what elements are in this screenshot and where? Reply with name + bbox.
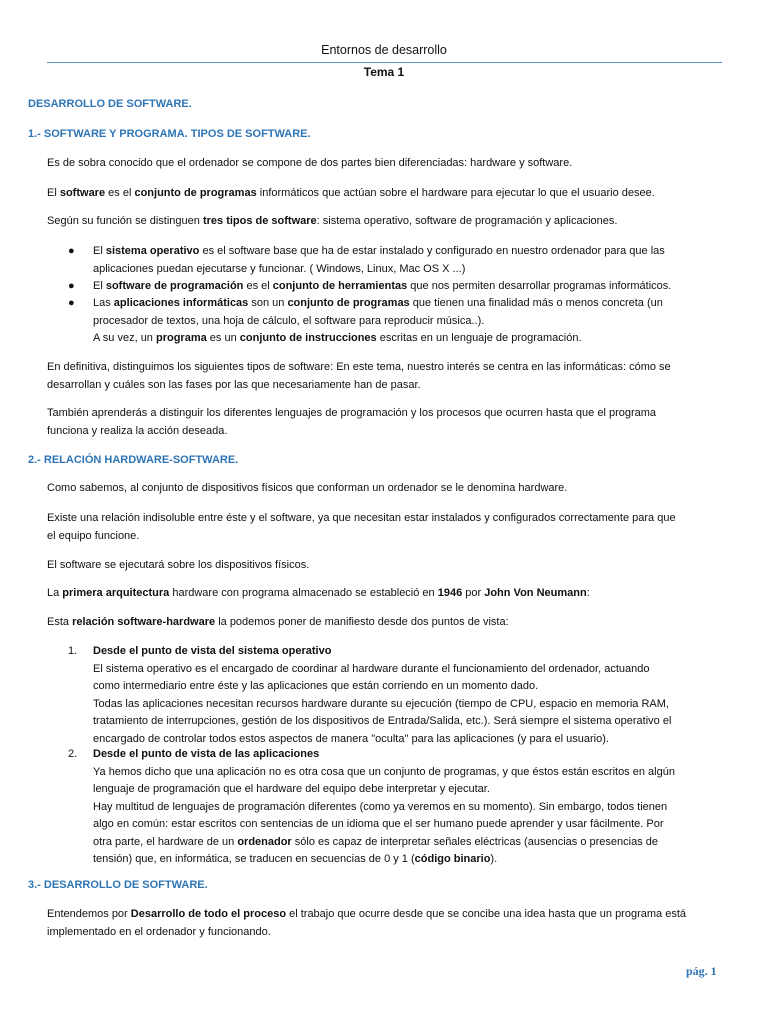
bold-text: aplicaciones informáticas	[113, 297, 249, 309]
text: El	[93, 280, 106, 292]
text: hardware con programa almacenado se estableció en	[169, 587, 438, 599]
bullet-icon: ●	[68, 297, 75, 309]
text-line: También aprenderás a distinguir los diferentes lenguajes de programación y los procesos que ocurren hasta que el programa	[47, 407, 657, 419]
bold-text: software	[59, 187, 106, 199]
bold-text: sistema operativo	[105, 245, 200, 257]
s1-paragraph-1: Es de sobra conocido que el ordenador se compone de dos partes bien diferenciadas: hardware y software.	[47, 157, 573, 169]
text-line: Todas las aplicaciones necesitan recursos hardware durante su ejecución (tiempo de CPU, espacio en memoria RAM,	[93, 697, 669, 710]
section-3-heading: 3.- DESARROLLO DE SOFTWARE.	[28, 879, 208, 891]
text: : sistema operativo, software de programación y aplicaciones.	[316, 215, 618, 227]
text-line: como intermediario entre éste y las aplicaciones que están corriendo en un momento dado.	[93, 680, 539, 692]
bold-text: conjunto de programas	[287, 297, 410, 309]
text-line: tratamiento de interrupciones, gestión de los dispositivos de Entrada/Salida, etc.). Será siempre el sistema operativo el	[93, 715, 672, 727]
text-line: aplicaciones puedan ejecutarse y funcionar. ( Windows, Linux, Mac OS X ...)	[93, 262, 466, 275]
s3-paragraph-1	[47, 906, 727, 941]
bold-text: conjunto de programas	[134, 187, 257, 199]
text: ).	[490, 853, 498, 865]
section-2-heading: 2.- RELACIÓN HARDWARE-SOFTWARE.	[28, 454, 239, 466]
bold-text: Desde el punto de vista del sistema operativo	[93, 645, 332, 657]
text: :	[586, 587, 590, 599]
s1-paragraph-3	[47, 213, 727, 231]
text: es el	[243, 280, 273, 292]
bullet-item-3	[93, 295, 723, 348]
bullet-icon: ●	[68, 280, 75, 292]
page-number: pág. 1	[686, 964, 717, 978]
text-line: Hay multitud de lenguajes de programación diferentes (como ya veremos en su momento). Sin embargo, todos tienen	[93, 800, 668, 813]
bold-text: ordenador	[237, 835, 292, 848]
text-line: Ya hemos dicho que una aplicación no es otra cosa que un conjunto de programas, y que éstos están escritos en algún	[93, 765, 675, 778]
numbered-item-1	[93, 643, 723, 748]
text-line: algo en común: estar escritos con sentencias de un idioma que el ser humano puede aprender y usar fácilmente. Por	[93, 818, 664, 830]
text-line: procesador de textos, una hoja de cálculo, el software para reproducir música..).	[93, 314, 485, 327]
bold-text: John Von Neumann	[484, 587, 587, 599]
header-title: Entornos de desarrollo	[321, 43, 447, 57]
s1-paragraph-2	[47, 185, 727, 203]
text-line: El sistema operativo es el encargado de coordinar al hardware durante el funcionamiento del ordenador, actuando	[93, 662, 650, 675]
header-rule	[47, 62, 722, 63]
bold-text: Desarrollo de todo el proceso	[130, 908, 287, 920]
list-number: 2.	[68, 748, 78, 760]
text: El	[47, 187, 60, 199]
bold-text: 1946	[437, 587, 463, 599]
s1-paragraph-5	[47, 405, 727, 440]
list-number: 1.	[68, 645, 78, 657]
text: por	[462, 587, 485, 599]
text-line: Existe una relación indisoluble entre éste y el software, ya que necesitan estar instalados y configurados correctamente para que	[47, 512, 676, 524]
text-line: En definitiva, distinguimos los siguientes tipos de software: En este tema, nuestro interés se centra en las informáticas: cómo se	[47, 361, 671, 373]
text: sólo es capaz de interpretar señales eléctricas (ausencias o presencias de	[291, 835, 658, 848]
text: Según su función se distinguen	[47, 215, 203, 227]
bold-text: tres tipos de software	[202, 215, 317, 227]
bold-text: primera arquitectura	[62, 587, 170, 599]
text: es un	[206, 332, 240, 344]
text-line: desarrollan y cuáles son las fases por las que necesariamente han de pasar.	[47, 378, 421, 391]
text-line: el equipo funcione.	[47, 529, 140, 542]
s2-paragraph-1: Como sabemos, al conjunto de dispositivos físicos que conforman un ordenador se le denomina hardware.	[47, 482, 568, 494]
numbered-item-2	[93, 746, 723, 869]
main-heading: DESARROLLO DE SOFTWARE.	[28, 98, 192, 110]
text: Esta	[47, 616, 73, 628]
text-line: lenguaje de programación que el hardware del equipo debe interpretar y ejecutar.	[93, 783, 490, 795]
text-line: funciona y realiza la acción deseada.	[47, 424, 228, 437]
bold-text: relación software-hardware	[72, 616, 216, 628]
text-line: encargado de controlar todos estos aspectos de manera "oculta" para las aplicaciones (y para el usuario).	[93, 732, 609, 745]
header-subtitle: Tema 1	[363, 65, 405, 79]
text: es el	[105, 187, 135, 199]
bold-text: conjunto de instrucciones	[239, 332, 377, 344]
text: informáticos que actúan sobre el hardware para ejecutar lo que el usuario desee.	[256, 187, 655, 199]
text: La	[47, 587, 63, 599]
text: el trabajo que ocurre desde que se concibe una idea hasta que un programa está	[286, 908, 686, 920]
bold-text: software de programación	[105, 280, 244, 292]
bold-text: conjunto de herramientas	[272, 280, 408, 292]
bullet-item-1	[93, 243, 723, 278]
s2-paragraph-5	[47, 614, 727, 632]
s2-paragraph-4	[47, 585, 727, 603]
text: que tienen una finalidad más o menos concreta (un	[409, 297, 663, 309]
text-line: implementado en el ordenador y funcionando.	[47, 925, 271, 938]
bullet-icon: ●	[68, 245, 75, 257]
bold-text: Desde el punto de vista de las aplicaciones	[93, 748, 320, 760]
text: son un	[248, 297, 288, 309]
s1-paragraph-4	[47, 359, 727, 394]
bold-text: programa	[155, 332, 207, 344]
bold-text: código binario	[414, 853, 491, 865]
text: El	[93, 245, 106, 257]
text: que nos permiten desarrollar programas informáticos.	[407, 280, 672, 292]
text: Entendemos por	[47, 908, 131, 920]
text: Las	[93, 297, 114, 309]
text: escritas en un lenguaje de programación.	[376, 332, 582, 344]
s2-paragraph-2	[47, 510, 727, 545]
text: es el software base que ha de estar instalado y configurado en nuestro ordenador para que las	[199, 245, 665, 257]
text: la podemos poner de manifiesto desde dos puntos de vista:	[215, 616, 509, 628]
text: otra parte, el hardware de un	[93, 835, 238, 848]
text: A su vez, un	[93, 332, 156, 344]
bullet-item-2	[93, 278, 723, 296]
section-1-heading: 1.- SOFTWARE Y PROGRAMA. TIPOS DE SOFTWARE.	[28, 128, 311, 140]
s2-paragraph-3: El software se ejecutará sobre los dispositivos físicos.	[47, 559, 310, 571]
text: tensión) que, en informática, se traducen en secuencias de 0 y 1 (	[93, 853, 415, 865]
